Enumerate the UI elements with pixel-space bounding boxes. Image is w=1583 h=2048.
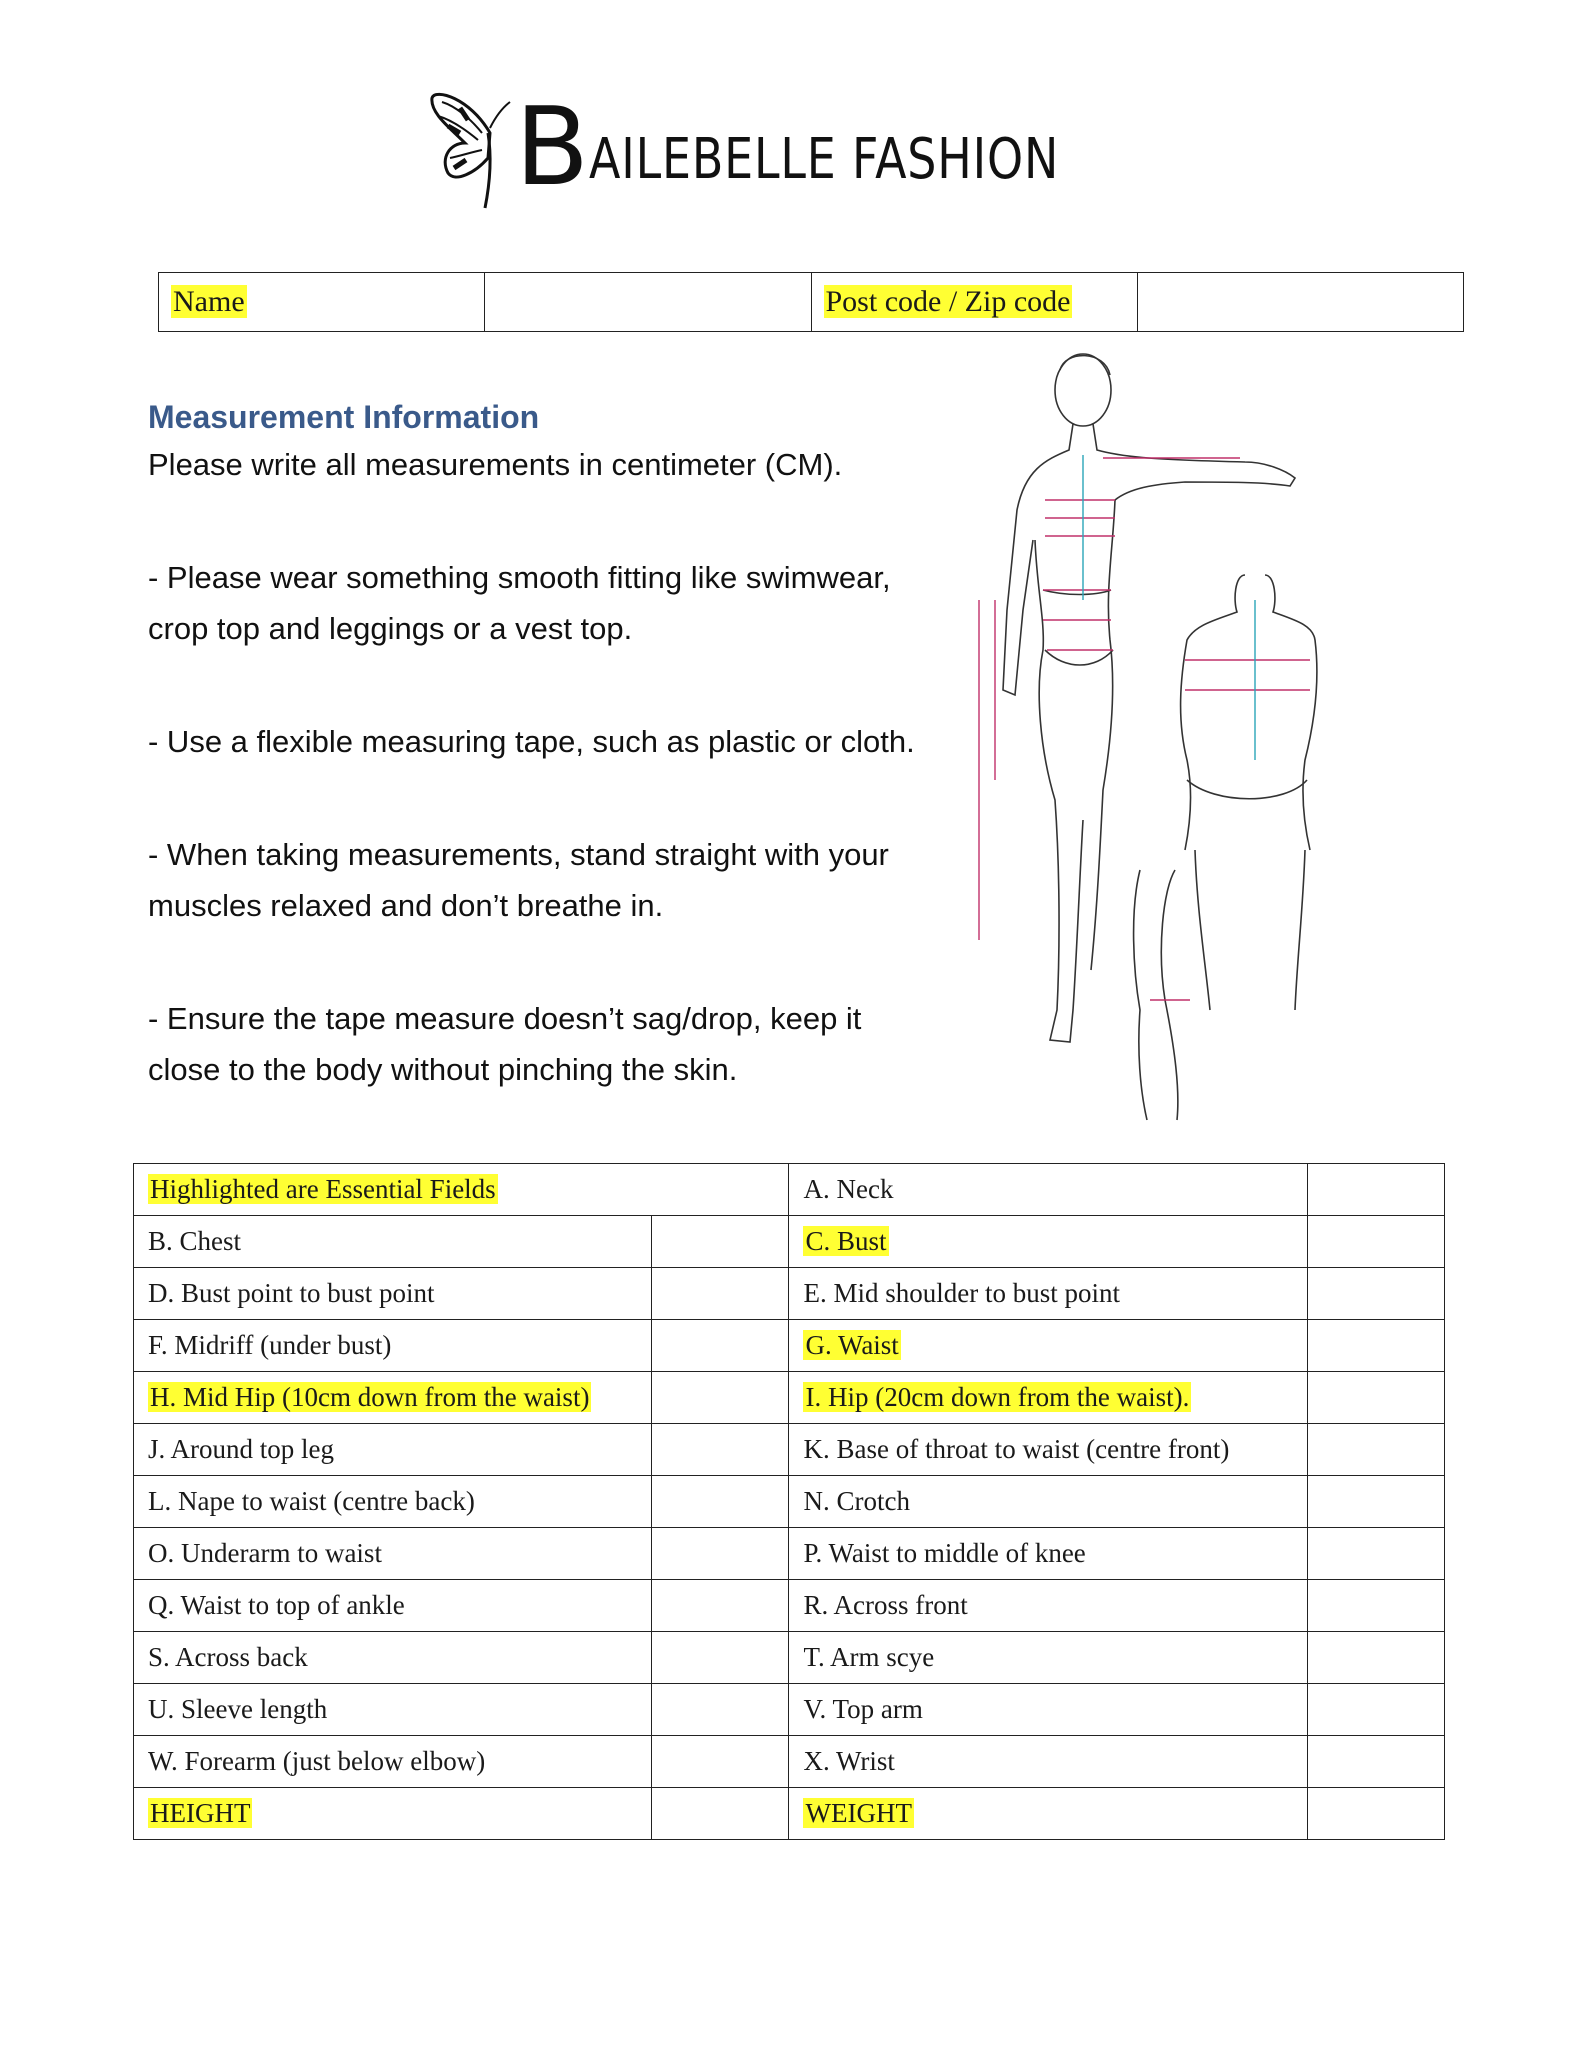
measure-label bbox=[134, 1788, 652, 1840]
essential-measure-label: HEIGHT bbox=[150, 1798, 251, 1828]
measure-label: B. Chest bbox=[134, 1216, 652, 1268]
table-row bbox=[134, 1788, 1445, 1840]
measure-label: V. Top arm bbox=[789, 1684, 1307, 1736]
measure-value-field[interactable] bbox=[652, 1424, 789, 1476]
measure-label: Q. Waist to top of ankle bbox=[134, 1580, 652, 1632]
tip-line: crop top and leggings or a vest top. bbox=[148, 611, 633, 646]
table-row bbox=[134, 1528, 1445, 1580]
postcode-field[interactable] bbox=[1137, 273, 1463, 332]
postcode-label-cell bbox=[811, 273, 1137, 332]
essential-measure-label: WEIGHT bbox=[805, 1798, 912, 1828]
measure-label: W. Forearm (just below elbow) bbox=[134, 1736, 652, 1788]
measure-label: X. Wrist bbox=[789, 1736, 1307, 1788]
measure-value-field[interactable] bbox=[652, 1788, 789, 1840]
table-row bbox=[134, 1632, 1445, 1684]
measure-label: S. Across back bbox=[134, 1632, 652, 1684]
table-row bbox=[134, 1268, 1445, 1320]
measure-label: R. Across front bbox=[789, 1580, 1307, 1632]
table-row bbox=[134, 1580, 1445, 1632]
essential-note-cell bbox=[134, 1164, 789, 1216]
measure-value-field[interactable] bbox=[652, 1268, 789, 1320]
table-row bbox=[134, 1476, 1445, 1528]
measure-value-field[interactable] bbox=[652, 1580, 789, 1632]
table-row bbox=[134, 1736, 1445, 1788]
measure-value-field[interactable] bbox=[1307, 1424, 1444, 1476]
measure-label: A. Neck bbox=[789, 1164, 1307, 1216]
measure-label bbox=[789, 1320, 1307, 1372]
table-row bbox=[134, 1684, 1445, 1736]
measure-label bbox=[134, 1372, 652, 1424]
measure-value-field[interactable] bbox=[652, 1372, 789, 1424]
tip-line: - Ensure the tape measure doesn’t sag/drop, keep it bbox=[148, 1001, 862, 1036]
measure-value-field[interactable] bbox=[652, 1216, 789, 1268]
tip-line: - Please wear something smooth fitting like swimwear, bbox=[148, 560, 891, 595]
measure-label: U. Sleeve length bbox=[134, 1684, 652, 1736]
measure-value-field[interactable] bbox=[652, 1632, 789, 1684]
info-heading: Measurement Information bbox=[148, 399, 540, 435]
table-row bbox=[134, 1216, 1445, 1268]
tip-line: close to the body without pinching the skin. bbox=[148, 1052, 738, 1087]
measure-value-field[interactable] bbox=[1307, 1788, 1444, 1840]
measure-value-field[interactable] bbox=[652, 1736, 789, 1788]
table-row bbox=[134, 1164, 1445, 1216]
measure-value-field[interactable] bbox=[652, 1476, 789, 1528]
essential-measure-label: H. Mid Hip (10cm down from the waist) bbox=[150, 1382, 590, 1412]
measure-value-field[interactable] bbox=[652, 1528, 789, 1580]
measure-value-field[interactable] bbox=[1307, 1632, 1444, 1684]
name-label-cell bbox=[159, 273, 485, 332]
essential-note: Highlighted are Essential Fields bbox=[150, 1174, 496, 1204]
measure-value-field[interactable] bbox=[1307, 1580, 1444, 1632]
essential-measure-label: C. Bust bbox=[805, 1226, 887, 1256]
measure-value-field[interactable] bbox=[1307, 1684, 1444, 1736]
measure-value-field[interactable] bbox=[652, 1320, 789, 1372]
measure-value-field[interactable] bbox=[1307, 1320, 1444, 1372]
measure-label: J. Around top leg bbox=[134, 1424, 652, 1476]
measure-label: N. Crotch bbox=[789, 1476, 1307, 1528]
name-label: Name bbox=[173, 285, 245, 318]
table-row bbox=[134, 1320, 1445, 1372]
measurement-table bbox=[133, 1163, 1445, 1840]
essential-measure-label: G. Waist bbox=[805, 1330, 899, 1360]
measure-label: L. Nape to waist (centre back) bbox=[134, 1476, 652, 1528]
name-field[interactable] bbox=[485, 273, 811, 332]
measure-value-field[interactable] bbox=[1307, 1216, 1444, 1268]
measure-value-field[interactable] bbox=[1307, 1164, 1444, 1216]
tip-line: - When taking measurements, stand straight with your bbox=[148, 837, 889, 872]
table-row bbox=[134, 1372, 1445, 1424]
logo-text: AILEBELLE FASHION bbox=[589, 127, 1060, 192]
logo-initial: B bbox=[515, 85, 590, 210]
measure-label: D. Bust point to bust point bbox=[134, 1268, 652, 1320]
measure-label: K. Base of throat to waist (centre front) bbox=[789, 1424, 1307, 1476]
measure-label: P. Waist to middle of knee bbox=[789, 1528, 1307, 1580]
postcode-label: Post code / Zip code bbox=[825, 285, 1071, 318]
measure-label: O. Underarm to waist bbox=[134, 1528, 652, 1580]
measure-value-field[interactable] bbox=[1307, 1372, 1444, 1424]
measure-label bbox=[789, 1216, 1307, 1268]
info-intro: Please write all measurements in centimeter (CM). bbox=[148, 447, 843, 482]
measurement-info bbox=[148, 395, 968, 1095]
table-row bbox=[134, 1424, 1445, 1476]
measure-label: T. Arm scye bbox=[789, 1632, 1307, 1684]
tip-line: - Use a flexible measuring tape, such as plastic or cloth. bbox=[148, 724, 915, 759]
measure-value-field[interactable] bbox=[1307, 1476, 1444, 1528]
measure-label: F. Midriff (under bust) bbox=[134, 1320, 652, 1372]
measure-value-field[interactable] bbox=[652, 1684, 789, 1736]
measure-label: E. Mid shoulder to bust point bbox=[789, 1268, 1307, 1320]
brand-logo bbox=[430, 85, 1060, 218]
measure-value-field[interactable] bbox=[1307, 1268, 1444, 1320]
measure-label bbox=[789, 1788, 1307, 1840]
measure-value-field[interactable] bbox=[1307, 1736, 1444, 1788]
essential-measure-label: I. Hip (20cm down from the waist). bbox=[805, 1382, 1190, 1412]
measure-label bbox=[789, 1372, 1307, 1424]
tip-line: muscles relaxed and don’t breathe in. bbox=[148, 888, 664, 923]
contact-table bbox=[158, 272, 1464, 332]
measure-value-field[interactable] bbox=[1307, 1528, 1444, 1580]
body-measurement-diagram bbox=[965, 350, 1360, 1130]
